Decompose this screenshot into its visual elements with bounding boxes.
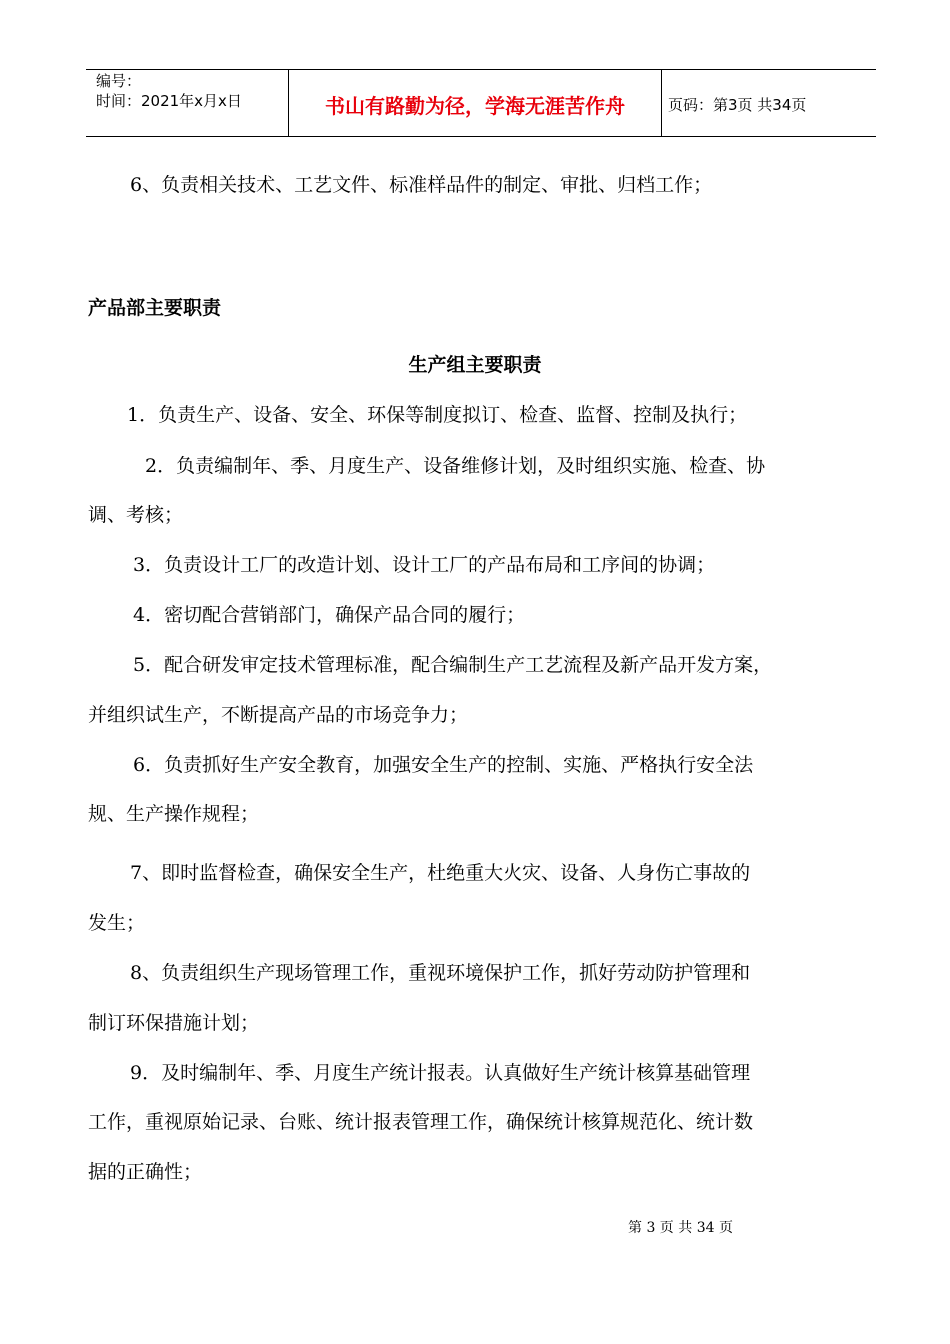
body-line: 发生；: [88, 912, 146, 934]
sub-title: 生产组主要职责: [408, 354, 542, 376]
body-line: 3．负责设计工厂的改造计划、设计工厂的产品布局和工序间的协调；: [133, 554, 716, 576]
paragraph-item6-prev: 6、负责相关技术、工艺文件、标准样品件的制定、审批、归档工作；: [130, 174, 713, 196]
body-line: 7、即时监督检查，确保安全生产，杜绝重大火灾、设备、人身伤亡事故的: [130, 862, 751, 884]
header-top-border: [86, 69, 876, 70]
doc-number-label: 编号：: [96, 72, 142, 90]
header-bottom-border: [86, 136, 876, 137]
body-line: 制订环保措施计划；: [88, 1012, 260, 1034]
header-divider-right: [661, 69, 662, 136]
body-line: 并组织试生产，不断提高产品的市场竞争力；: [88, 704, 469, 726]
body-line: 工作，重视原始记录、台账、统计报表管理工作，确保统计核算规范化、统计数: [88, 1111, 754, 1133]
body-line: 规、生产操作规程；: [88, 803, 260, 825]
body-line: 1．负责生产、设备、安全、环保等制度拟订、检查、监督、控制及执行；: [127, 404, 748, 426]
body-line: 6．负责抓好生产安全教育，加强安全生产的控制、实施、严格执行安全法: [133, 754, 754, 776]
body-line: 4．密切配合营销部门，确保产品合同的履行；: [133, 604, 526, 626]
body-line: 据的正确性；: [88, 1161, 203, 1183]
body-line: 调、考核；: [88, 504, 184, 526]
page-footer: 第 3 页 共 34 页: [628, 1220, 733, 1236]
section-title: 产品部主要职责: [88, 297, 222, 319]
body-line: 2．负责编制年、季、月度生产、设备维修计划，及时组织实施、检查、协: [145, 455, 766, 477]
header-motto: 书山有路勤为径，学海无涯苦作舟: [325, 94, 625, 118]
body-line: 5．配合研发审定技术管理标准，配合编制生产工艺流程及新产品开发方案，: [133, 654, 773, 676]
body-line: 9．及时编制年、季、月度生产统计报表。认真做好生产统计核算基础管理: [130, 1062, 751, 1084]
header-page-label: 页码：第3页 共34页: [668, 96, 807, 114]
doc-time-label: 时间：2021年x月x日: [96, 92, 242, 110]
body-line: 8、负责组织生产现场管理工作，重视环境保护工作，抓好劳动防护管理和: [130, 962, 751, 984]
